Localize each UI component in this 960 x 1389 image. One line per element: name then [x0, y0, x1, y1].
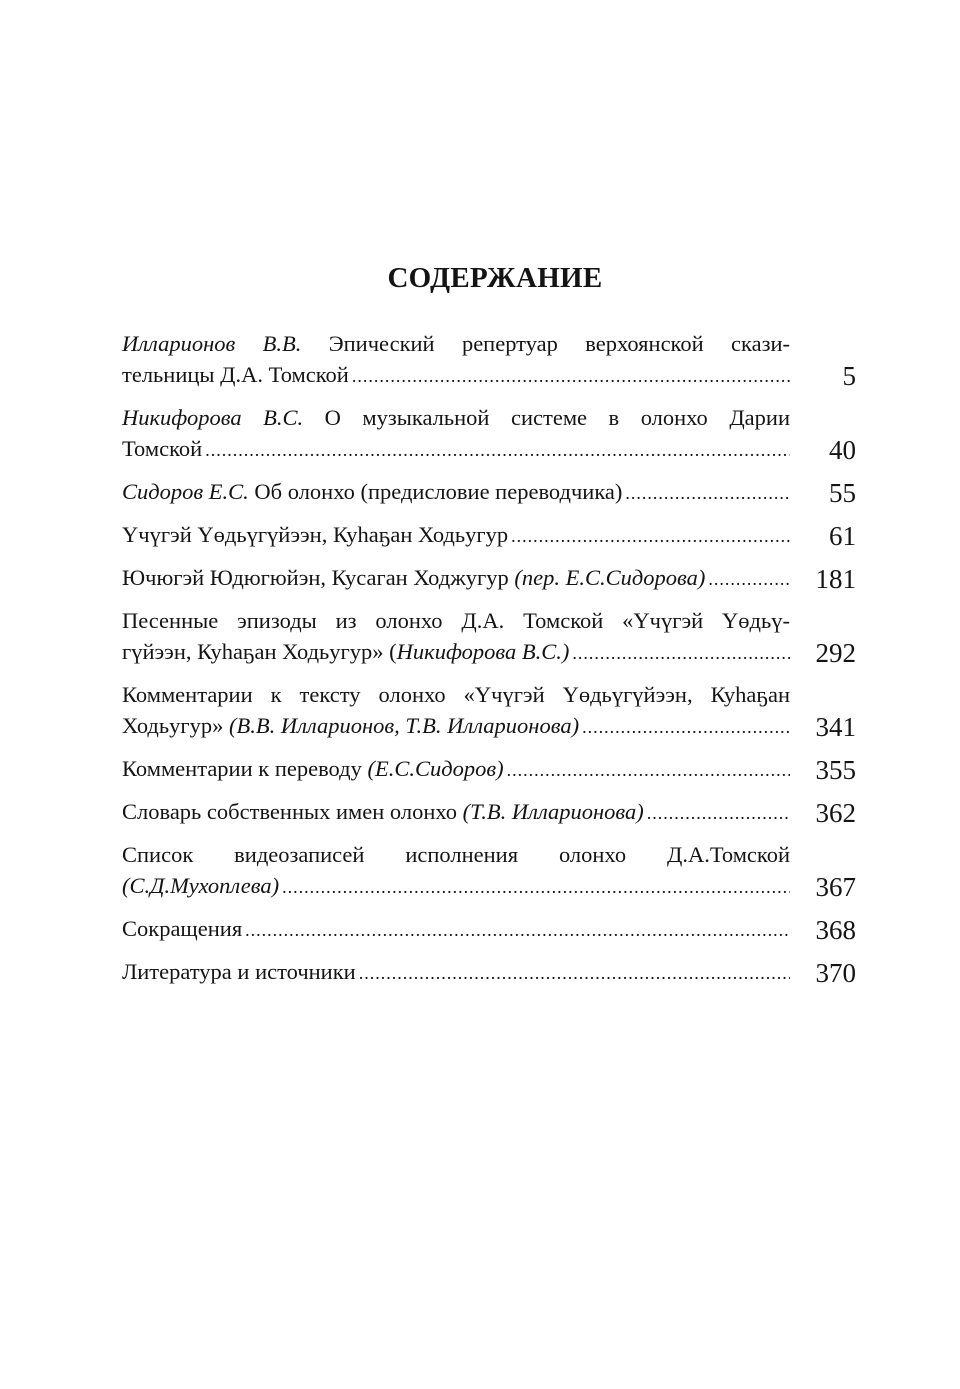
toc-entry-page: 341: [815, 712, 856, 742]
toc-entry-credit: (С.Д.Мухоплева): [122, 873, 280, 898]
toc-entry-page: 292: [815, 638, 856, 668]
toc-entry-title-cont: Томской: [122, 436, 203, 461]
toc-entry-line: Список видеозаписей исполнения олонхо Д.А.Томской: [122, 842, 790, 867]
dot-leader: [352, 361, 790, 392]
table-of-contents: [122, 328, 856, 999]
dot-leader: [647, 798, 790, 829]
toc-entry-line: Песенные эпизоды из олонхо Д.А. Томской «Үчүгэй Үөдьү-: [122, 608, 790, 633]
toc-entry-line: [122, 710, 790, 743]
toc-entry-title: Эпический репертуар верхоянской скази-: [328, 331, 790, 356]
toc-entry: [122, 328, 856, 392]
toc-entry-title: Об олонхо (предисловие переводчика): [254, 479, 623, 504]
toc-entry-line: [122, 753, 790, 786]
dot-leader: [245, 915, 790, 946]
toc-entry-title: Үчүгэй Үөдьүгүйээн, Куһаҕан Ходьугур: [122, 522, 509, 547]
toc-entry: [122, 679, 856, 743]
toc-entry-credit: (пер. Е.С.Сидорова): [514, 565, 706, 590]
toc-entry-line: [122, 519, 790, 552]
toc-entry-line: [122, 476, 790, 509]
toc-entry-line: [122, 402, 790, 433]
toc-entry: [122, 402, 856, 466]
dot-leader: [708, 564, 790, 595]
toc-entry-title: Ючюгэй Юдюгюйэн, Кусаган Ходжугур: [122, 565, 509, 590]
toc-entry-title: Комментарии к переводу: [122, 756, 362, 781]
toc-entry-author: Никифорова В.С.: [122, 405, 304, 430]
toc-entry-page: 55: [829, 478, 856, 508]
toc-entry-page: 355: [815, 755, 856, 785]
dot-leader: [582, 712, 790, 743]
toc-entry-credit: (В.В. Илларионов, Т.В. Илларионова): [229, 713, 580, 738]
dot-leader: [507, 755, 790, 786]
toc-entry-line: [122, 562, 790, 595]
toc-entry-page: 40: [829, 435, 856, 465]
toc-entry-line: [122, 870, 790, 903]
toc-entry-title-cont: Ходьугур»: [122, 713, 224, 738]
toc-entry-page: 367: [815, 872, 856, 902]
toc-entry-line: [122, 913, 790, 946]
toc-entry-title: Словарь собственных имен олонхо: [122, 799, 458, 824]
toc-entry-title-cont: тельницы Д.А. Томской: [122, 362, 349, 387]
dot-leader: [625, 478, 790, 509]
toc-entry-line: [122, 433, 790, 466]
toc-entry-page: 5: [842, 361, 856, 391]
toc-entry-title: Сокращения: [122, 916, 243, 941]
toc-entry: [122, 753, 856, 786]
toc-entry: [122, 476, 856, 509]
toc-entry-line: [122, 956, 790, 989]
toc-entry-author: Сидоров Е.С.: [122, 479, 249, 504]
toc-entry-author: Илларионов В.В.: [122, 331, 302, 356]
toc-entry: [122, 956, 856, 989]
toc-entry: [122, 562, 856, 595]
toc-entry-credit: Никифорова В.С.): [396, 639, 570, 664]
dot-leader: [282, 872, 790, 903]
dot-leader: [205, 435, 790, 466]
toc-entry: [122, 913, 856, 946]
toc-entry-line: [122, 796, 790, 829]
toc-entry-credit: (Е.С.Сидоров): [367, 756, 504, 781]
toc-entry: [122, 519, 856, 552]
toc-entry: [122, 839, 856, 903]
toc-entry-line: [122, 328, 790, 359]
toc-entry-line: [122, 359, 790, 392]
toc-entry-page: 368: [815, 915, 856, 945]
toc-entry-title: О музыкальной системе в олонхо Дарии: [324, 405, 790, 430]
toc-entry-title: Литература и источники: [122, 959, 356, 984]
toc-entry-page: 181: [815, 564, 856, 594]
dot-leader: [359, 958, 790, 989]
toc-entry: [122, 796, 856, 829]
dot-leader: [572, 638, 790, 669]
page-title: СОДЕРЖАНИЕ: [387, 262, 603, 294]
toc-entry-page: 362: [815, 798, 856, 828]
dot-leader: [511, 521, 790, 552]
toc-entry: [122, 605, 856, 669]
toc-entry-title-cont: гүйээн, Куһаҕан Ходьугур» (: [122, 639, 397, 664]
toc-entry-line: [122, 636, 790, 669]
toc-entry-page: 61: [829, 521, 856, 551]
toc-entry-page: 370: [815, 958, 856, 988]
toc-entry-credit: (Т.В. Илларионова): [462, 799, 644, 824]
toc-entry-line: Комментарии к тексту олонхо «Үчүгэй Үөдьүгүйээн, Куһаҕан: [122, 682, 790, 707]
